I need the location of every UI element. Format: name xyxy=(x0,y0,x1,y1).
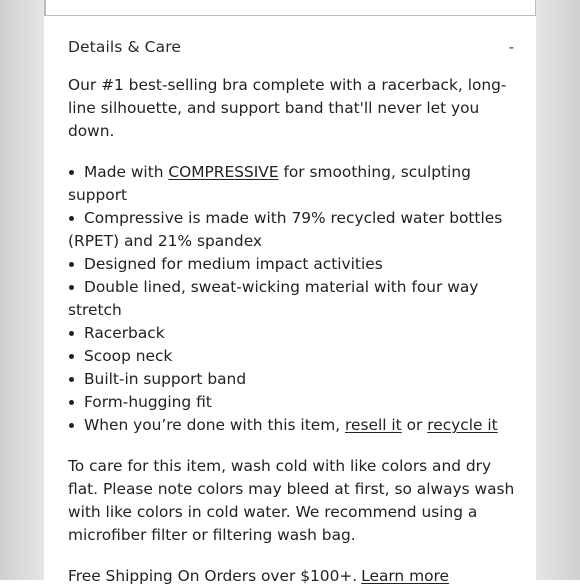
compressive-link[interactable]: COMPRESSIVE xyxy=(168,163,279,181)
shipping-text: Free Shipping On Orders over $100+. xyxy=(68,567,358,585)
feature-text: Racerback xyxy=(84,324,165,342)
shipping-info xyxy=(68,565,520,588)
details-care-header[interactable] xyxy=(68,34,514,60)
feature-text: Designed for medium impact activities xyxy=(84,255,383,273)
background-left xyxy=(0,0,44,580)
feature-list xyxy=(68,161,520,437)
feature-text: When you’re done with this item, xyxy=(84,416,345,434)
feature-item xyxy=(68,391,520,414)
feature-text: Scoop neck xyxy=(84,347,173,365)
feature-text: Double lined, sweat-wicking material with four way stretch xyxy=(68,278,479,319)
feature-item xyxy=(68,345,520,368)
background-right xyxy=(536,0,580,580)
feature-text: Built-in support band xyxy=(84,370,247,388)
recycle-link[interactable]: recycle it xyxy=(427,416,498,434)
feature-text: Made with xyxy=(84,163,169,181)
details-panel xyxy=(44,0,536,585)
feature-item xyxy=(68,253,520,276)
feature-text: for smoothing, sculpting support xyxy=(68,163,471,204)
feature-item xyxy=(68,276,520,322)
learn-more-link[interactable]: Learn more xyxy=(361,567,449,585)
feature-item xyxy=(68,368,520,391)
section-title: Details & Care xyxy=(68,38,181,56)
feature-item xyxy=(68,207,520,253)
details-content xyxy=(68,74,520,588)
previous-section-border xyxy=(44,0,536,16)
care-instructions: To care for this item, wash cold with like colors and dry flat. Please note colors may bleed at first, so always wash with like colors in cold water. We recommend using a microfiber filter or filtering wash bag. xyxy=(68,457,515,544)
feature-item xyxy=(68,414,520,437)
collapse-toggle-icon[interactable]: - xyxy=(508,38,514,56)
feature-item xyxy=(68,161,520,207)
feature-item xyxy=(68,322,520,345)
feature-text: or xyxy=(401,416,428,434)
resell-link[interactable]: resell it xyxy=(345,416,402,434)
feature-text: Compressive is made with 79% recycled water bottles (RPET) and 21% spandex xyxy=(68,209,503,250)
product-description: Our #1 best-selling bra complete with a racerback, long-line silhouette, and support band that'll never let you down. xyxy=(68,76,507,140)
feature-text: Form-hugging fit xyxy=(84,393,212,411)
